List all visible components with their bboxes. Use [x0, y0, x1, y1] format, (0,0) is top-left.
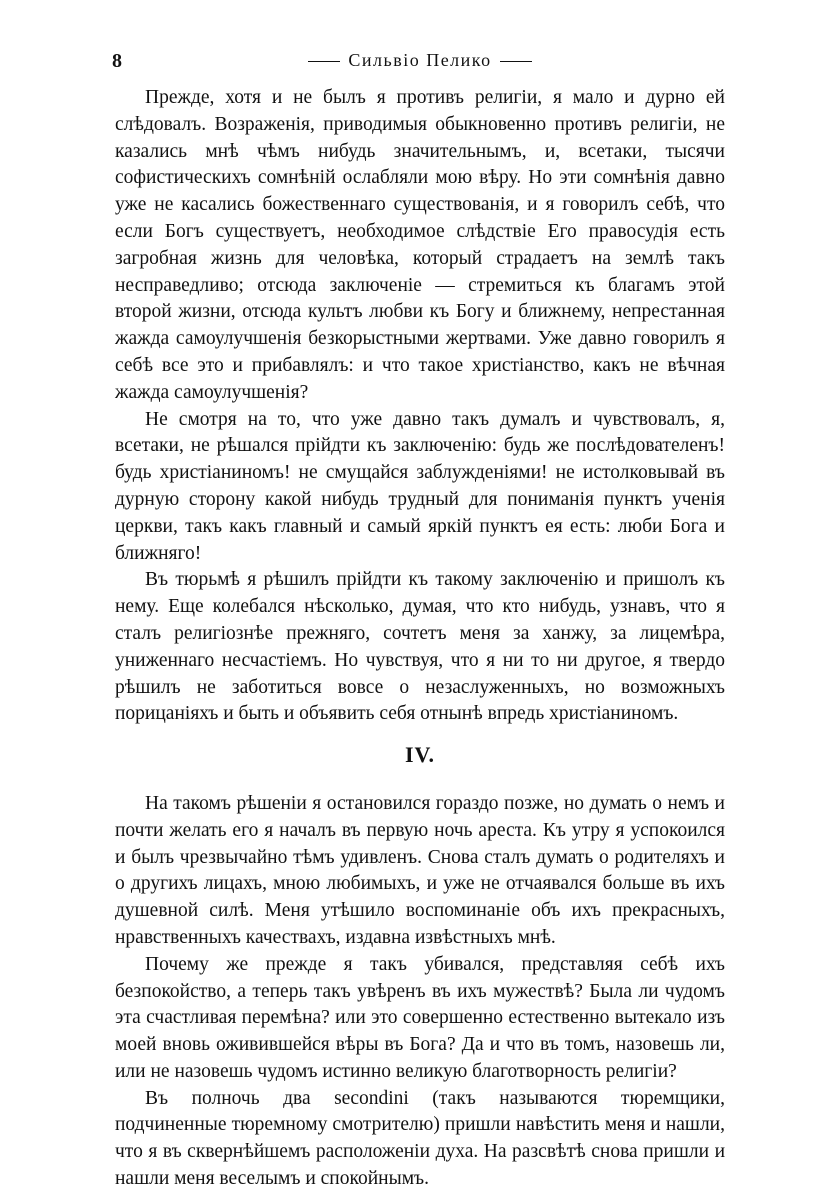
paragraph: Почему же прежде я такъ убивался, представляя себѣ ихъ безпокойство, а теперь такъ увѣренъ въ ихъ мужествѣ? Была ли чудомъ эта счастливая перемѣна? или это совершенно естественно вытекало изъ моей вновь оживившейся вѣры въ Бога? Да и что въ томъ, назовешь ли, или не назовешь чудомъ истинно великую благотворность религіи?	[115, 953, 725, 1082]
paragraph: На такомъ рѣшеніи я остановился гораздо позже, но думать о немъ и почти желать его я началъ въ первую ночь ареста. Къ утру я успокоился и былъ чрезвычайно тѣмъ удивленъ. Снова сталъ думать о родителяхъ и о другихъ лицахъ, мною любимыхъ, и уже не отчаявался больше въ ихъ душевной силѣ. Меня утѣшило воспоминаніе объ ихъ прекрасныхъ, нравственныхъ качествахъ, издавна извѣстныхъ мнѣ.	[115, 792, 725, 948]
paragraph: Въ полночь два secondini (такъ называются тюремщики, подчиненные тюремному смотрителю) пришли навѣстить меня и нашли, что я въ сквернѣйшемъ расположеніи духа. На разсвѣтѣ снова пришли и нашли меня веселымъ и спокойнымъ.	[115, 1087, 725, 1190]
running-head	[290, 50, 550, 71]
running-head-rule-left	[308, 61, 340, 62]
running-title: Сильвіо Пелико	[348, 50, 492, 70]
chapter-heading: IV.	[404, 742, 436, 768]
paragraph: Прежде, хотя и не былъ я противъ религіи, я мало и дурно ей слѣдовалъ. Возраженія, приводимыя обыкновенно противъ религіи, не казались мнѣ чѣмъ нибудь значительнымъ, и, всетаки, тысячи софистическихъ сомнѣній ослабляли мою вѣру. Но эти сомнѣнія давно уже не касались божественнаго существованія, и я говорилъ себѣ, что если Богъ существуетъ, необходимое слѣдствіе Его правосудія есть загробная жизнь для человѣка, который страдаетъ на землѣ такъ несправедливо; отсюда заключеніе — стремиться къ благамъ этой второй жизни, отсюда культъ любви къ Богу и ближнему, непрестанная жажда самоулучшенія безкорыстными жертвами. Уже давно говорилъ я себѣ все это и прибавлялъ: и что такое христіанство, какъ не вѣчная жажда самоулучшенія?	[115, 87, 725, 403]
paragraph: Въ тюрьмѣ я рѣшилъ прійдти къ такому заключенію и пришолъ къ нему. Еще колебался нѣсколько, думая, что кто нибудь, узнавъ, что я сталъ религіознѣе прежняго, сочтетъ меня за ханжу, за лицемѣра, униженнаго несчастіемъ. Но чувствуя, что я ни то ни другое, я твердо рѣшилъ не заботиться вовсе о незаслуженныхъ, но возможныхъ порицаніяхъ и быть и объявить себя отнынѣ впредь христіаниномъ.	[115, 569, 725, 725]
body-text	[115, 85, 725, 1193]
paragraph: Не смотря на то, что уже давно такъ думалъ и чувствовалъ, я, всетаки, не рѣшался прійдти къ заключенію: будь же послѣдователенъ! будь христіаниномъ! не смущайся заблужденіями! не истолковывай въ дурную сторону какой нибудь трудный для пониманія пунктъ ученія церкви, такъ какъ главный и самый яркій пунктъ ея есть: люби Бога и ближняго!	[115, 408, 725, 564]
running-head-rule-right	[500, 61, 532, 62]
page-number: 8	[112, 50, 123, 72]
